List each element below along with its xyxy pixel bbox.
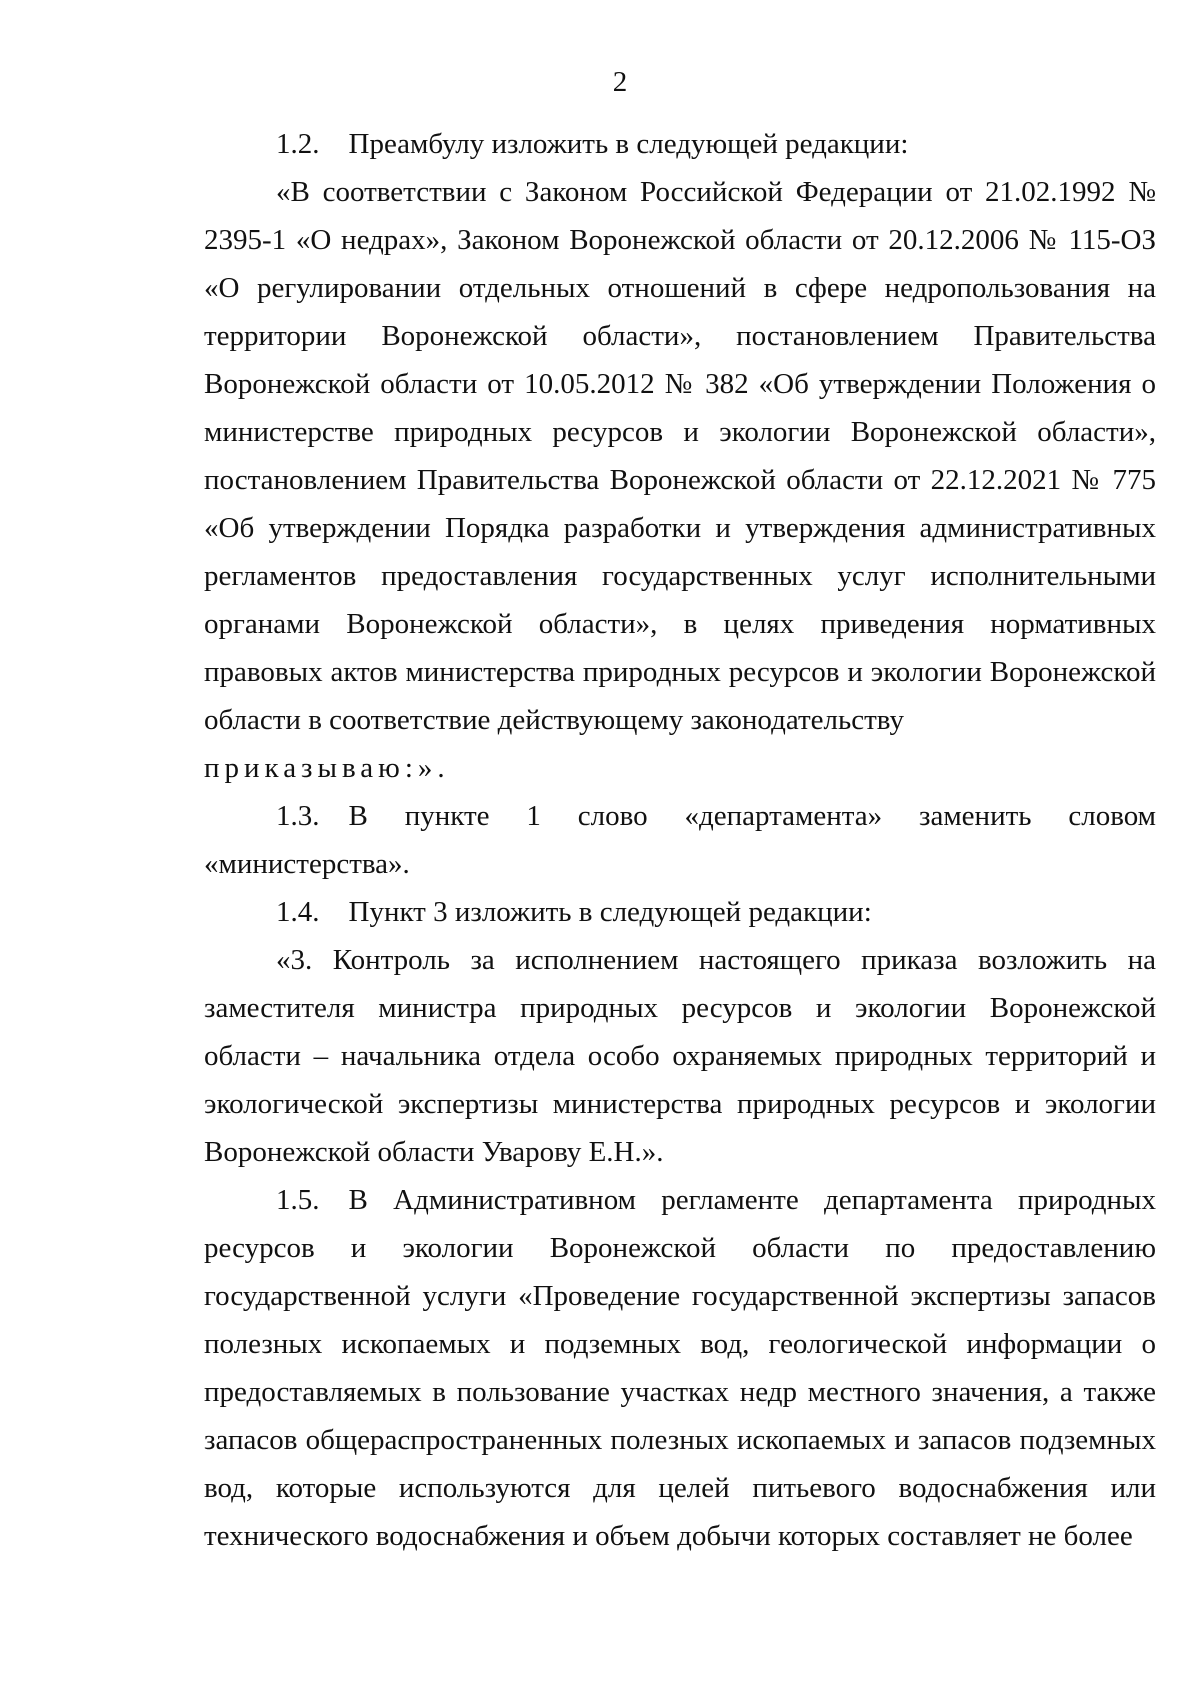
document-body [204,120,1156,1560]
paragraph-1-5: 1.5. В Административном регламенте департамента природных ресурсов и экологии Воронежской области по предоставлению государственной услуги «Проведение государственной экспертизы запасов полезных ископаемых и подземных вод, геологической информации о предоставляемых в пользование участках недр местного значения, а также запасов общераспространенных полезных ископаемых и запасов подземных вод, которые используются для целей питьевого водоснабжения или технического водоснабжения и объем добычи которых составляет не более [204,1184,1156,1552]
paragraph-order-word: приказываю:». [204,752,450,784]
paragraph-1-3: 1.3. В пункте 1 слово «департамента» заменить словом «министерства». [204,800,1156,880]
paragraph-point-3-quote: «3. Контроль за исполнением настоящего приказа возложить на заместителя министра природных ресурсов и экологии Воронежской области – начальника отдела особо охраняемых природных территорий и экологической экспертизы министерства природных ресурсов и экологии Воронежской области Уварову Е.Н.». [204,944,1156,1168]
paragraph-preamble-quote: «В соответствии с Законом Российской Федерации от 21.02.1992 № 2395-1 «О недрах», Законом Воронежской области от 20.12.2006 № 115-ОЗ «О регулировании отдельных отношений в сфере недропользования на территории Воронежской области», постановлением Правительства Воронежской области от 10.05.2012 № 382 «Об утверждении Положения о министерстве природных ресурсов и экологии Воронежской области», постановлением Правительства Воронежской области от 22.12.2021 № 775 «Об утверждении Порядка разработки и утверждения административных регламентов предоставления государственных услуг исполнительными органами Воронежской области», в целях приведения нормативных правовых актов министерства природных ресурсов и экологии Воронежской области в соответствие действующему законодательству [204,176,1156,736]
page-number: 2 [612,66,628,98]
paragraph-1-2: 1.2. Преамбулу изложить в следующей редакции: [276,128,909,160]
paragraph-1-4: 1.4. Пункт 3 изложить в следующей редакции: [276,896,872,928]
